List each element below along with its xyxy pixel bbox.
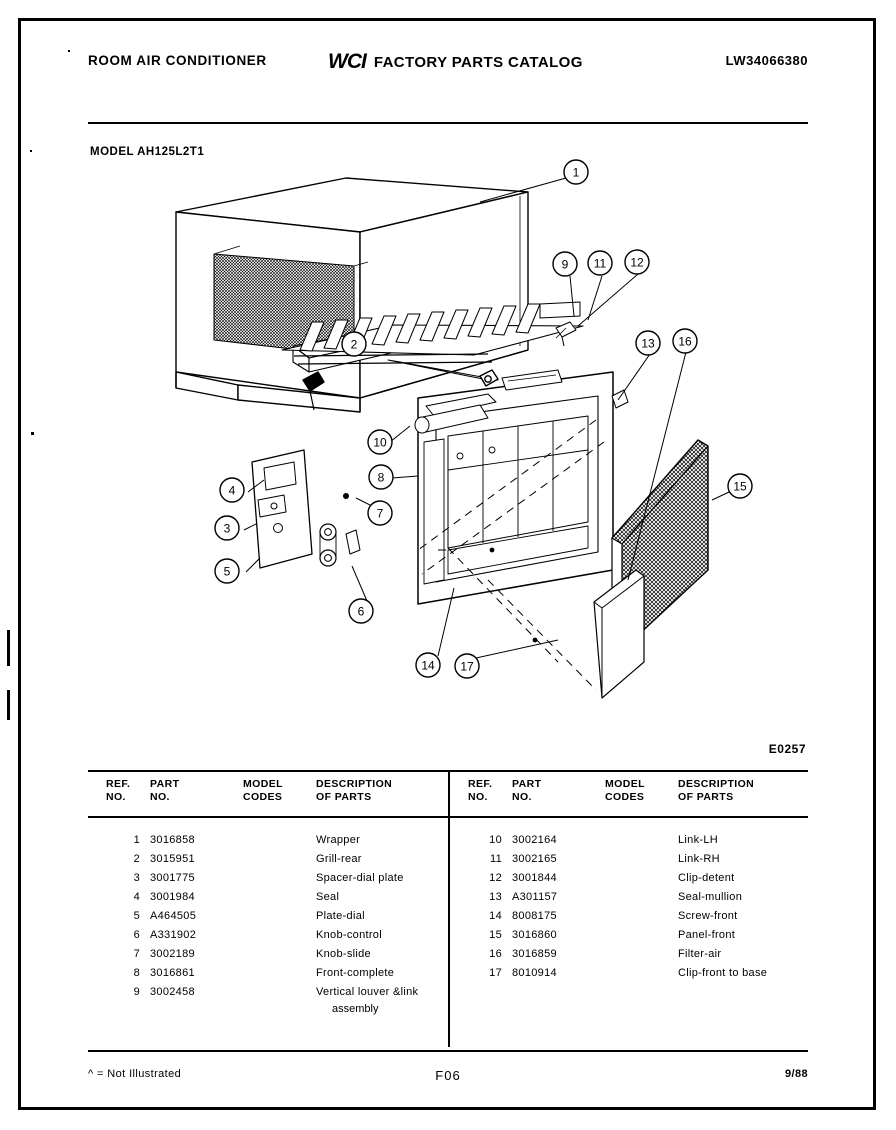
- svg-text:9: 9: [561, 257, 569, 272]
- page-header: [88, 50, 808, 74]
- callout-4: [220, 478, 244, 502]
- cell-ref: 3: [133, 872, 140, 884]
- header-center-label: FACTORY PARTS CATALOG: [373, 54, 583, 71]
- callout-5: [215, 559, 239, 583]
- cell-desc: Grill-rear: [316, 853, 362, 865]
- table-row: [450, 946, 810, 965]
- svg-text:11: 11: [593, 256, 607, 271]
- svg-text:2: 2: [350, 337, 358, 352]
- svg-text:13: 13: [641, 336, 655, 351]
- cell-part: 8008175: [512, 910, 557, 922]
- page-footer: [88, 1068, 808, 1088]
- svg-text:16: 16: [678, 334, 692, 349]
- footer-page-number: F06: [435, 1068, 461, 1083]
- wci-logo: WCI: [328, 50, 366, 73]
- table-row: [88, 870, 448, 889]
- cell-ref: 14: [489, 910, 502, 922]
- cell-part: 3016859: [512, 948, 557, 960]
- parts-table: [88, 770, 808, 1047]
- cell-desc: Panel-front: [678, 929, 736, 941]
- cell-desc: Link-RH: [678, 853, 720, 865]
- table-row: [450, 927, 810, 946]
- cell-part: 3015951: [150, 853, 195, 865]
- cell-desc: Spacer-dial plate: [316, 872, 404, 884]
- edge-artifact-top: [68, 50, 70, 52]
- cell-ref: 5: [133, 910, 140, 922]
- table-row: [450, 851, 810, 870]
- cell-ref: 1: [133, 834, 140, 846]
- cell-part: 3001775: [150, 872, 195, 884]
- cell-desc: Vertical louver &link: [316, 986, 419, 998]
- cell-ref: 16: [489, 948, 502, 960]
- table-row: [88, 984, 448, 1003]
- cell-part: 3016860: [512, 929, 557, 941]
- table-body: [88, 818, 808, 1047]
- callout-7: [368, 501, 392, 525]
- callout-10: [368, 430, 392, 454]
- table-row: [450, 889, 810, 908]
- header-part-no-right: PART NO.: [512, 778, 542, 803]
- cell-part: 3016861: [150, 967, 195, 979]
- table-row: [88, 946, 448, 965]
- cell-ref: 6: [133, 929, 140, 941]
- cell-ref: 7: [133, 948, 140, 960]
- table-row: [88, 889, 448, 908]
- table-row: [88, 832, 448, 851]
- cell-desc: Knob-control: [316, 929, 382, 941]
- cell-part: A331902: [150, 929, 197, 941]
- svg-text:4: 4: [228, 483, 236, 498]
- callout-11: [588, 251, 612, 275]
- header-catalog-code: LW34066380: [725, 53, 808, 68]
- footer-note: ^ = Not Illustrated: [88, 1068, 182, 1080]
- cell-ref: 8: [133, 967, 140, 979]
- svg-text:5: 5: [223, 564, 231, 579]
- table-row: [450, 908, 810, 927]
- cell-ref: 10: [489, 834, 502, 846]
- cell-part: 3002458: [150, 986, 195, 998]
- table-header-row: [88, 772, 808, 816]
- header-description-right: DESCRIPTION OF PARTS: [678, 778, 755, 803]
- callout-13: [636, 331, 660, 355]
- cell-part: 3002189: [150, 948, 195, 960]
- cell-ref: 2: [133, 853, 140, 865]
- cell-ref: 12: [489, 872, 502, 884]
- table-row: [450, 832, 810, 851]
- model-label: MODEL AH125L2T1: [90, 146, 205, 158]
- header-model-codes-left: MODEL CODES: [243, 778, 283, 803]
- cell-desc: Wrapper: [316, 834, 361, 846]
- edge-artifact-left-bar2: [7, 690, 10, 720]
- edge-artifact-left-bar: [7, 630, 10, 666]
- header-ref-no-left: REF. NO.: [106, 778, 131, 803]
- edge-artifact-left-mid: [31, 432, 34, 435]
- callout-9: [553, 252, 577, 276]
- callout-6: [349, 599, 373, 623]
- cell-desc: Link-LH: [678, 834, 719, 846]
- callout-3: [215, 516, 239, 540]
- svg-text:10: 10: [373, 435, 387, 450]
- cell-ref: 17: [489, 967, 502, 979]
- footer-date: 9/88: [784, 1068, 808, 1080]
- svg-text:12: 12: [630, 255, 644, 270]
- header-description-left: DESCRIPTION OF PARTS: [316, 778, 393, 803]
- table-row: [88, 965, 448, 984]
- footer-rule: [88, 1050, 808, 1052]
- cell-part: 3016858: [150, 834, 195, 846]
- cell-part: 3002164: [512, 834, 557, 846]
- header-ref-no-right: REF. NO.: [468, 778, 493, 803]
- cell-part: 3002165: [512, 853, 557, 865]
- callout-15: [728, 474, 752, 498]
- table-row: [450, 965, 810, 984]
- svg-text:7: 7: [376, 506, 384, 521]
- svg-text:6: 6: [357, 604, 365, 619]
- callout-1: [564, 160, 588, 184]
- table-right-column: [450, 832, 810, 984]
- callout-14: [416, 653, 440, 677]
- cell-part: 8010914: [512, 967, 557, 979]
- table-row: [88, 851, 448, 870]
- callout-bubbles-layer: [88, 150, 808, 740]
- header-part-no-left: PART NO.: [150, 778, 180, 803]
- svg-text:1: 1: [572, 165, 580, 180]
- cell-desc: Plate-dial: [316, 910, 365, 922]
- cell-desc: Clip-detent: [678, 872, 735, 884]
- header-divider-rule: [88, 122, 808, 124]
- callout-12: [625, 250, 649, 274]
- cell-ref: 9: [133, 986, 140, 998]
- svg-text:8: 8: [377, 470, 385, 485]
- edge-artifact-left-top: [30, 150, 32, 152]
- cell-desc: Knob-slide: [316, 948, 371, 960]
- cell-part: A301157: [512, 891, 558, 903]
- cell-ref: 15: [489, 929, 502, 941]
- cell-desc: Seal: [316, 891, 340, 903]
- exploded-parts-diagram: [88, 150, 808, 740]
- cell-desc: Filter-air: [678, 948, 722, 960]
- svg-text:14: 14: [421, 658, 435, 673]
- cell-desc: Front-complete: [316, 967, 395, 979]
- table-left-column: [88, 832, 448, 1020]
- table-row-continuation: [88, 1003, 448, 1020]
- diagram-code: E0257: [768, 742, 806, 756]
- table-row: [450, 870, 810, 889]
- svg-text:17: 17: [460, 659, 474, 674]
- cell-ref: 13: [489, 891, 502, 903]
- header-center-title: [328, 50, 583, 74]
- cell-desc: Clip-front to base: [678, 967, 768, 979]
- cell-desc: Seal-mullion: [678, 891, 743, 903]
- cell-ref: 4: [133, 891, 140, 903]
- svg-text:3: 3: [223, 521, 231, 536]
- header-left-title: ROOM AIR CONDITIONER: [88, 53, 267, 68]
- cell-desc: Screw-front: [678, 910, 738, 922]
- cell-ref: 11: [489, 853, 502, 865]
- continuation-text: assembly: [332, 1003, 379, 1015]
- callout-2: [342, 332, 366, 356]
- callout-8: [369, 465, 393, 489]
- table-row: [88, 927, 448, 946]
- cell-part: A464505: [150, 910, 197, 922]
- callout-16: [673, 329, 697, 353]
- cell-part: 3001844: [512, 872, 557, 884]
- callout-17: [455, 654, 479, 678]
- cell-part: 3001984: [150, 891, 195, 903]
- svg-text:15: 15: [733, 479, 747, 494]
- table-row: [88, 908, 448, 927]
- header-model-codes-right: MODEL CODES: [605, 778, 645, 803]
